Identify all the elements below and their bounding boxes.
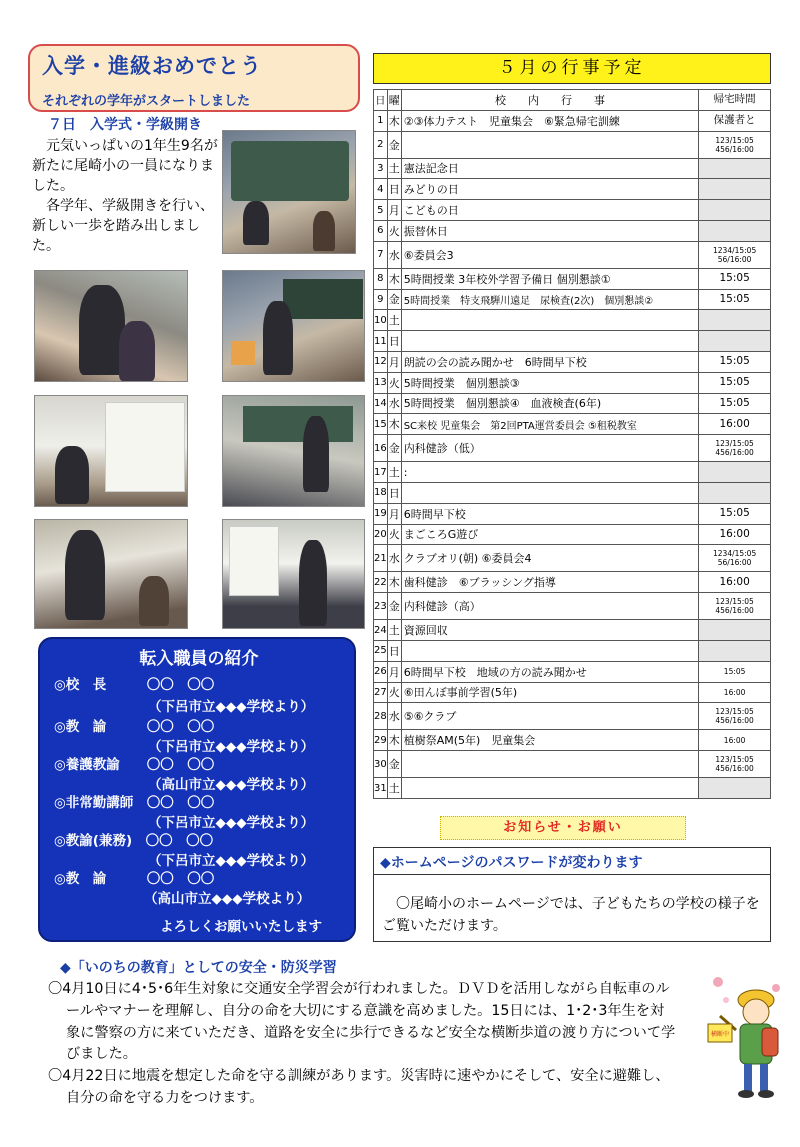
schedule-weekday: 木 — [387, 414, 401, 435]
schedule-row — [374, 158, 771, 179]
schedule-return-time: 15:05 — [699, 268, 771, 289]
schedule-weekday: 月 — [387, 661, 401, 682]
schedule-title: ５月の行事予定 — [373, 53, 771, 84]
schedule-row — [374, 503, 771, 524]
schedule-day: 8 — [374, 268, 388, 289]
staff-role-1: ◎校 長 〇〇 〇〇 — [54, 677, 215, 693]
schedule-return-time: 16:00 — [699, 572, 771, 593]
schedule-event: 5時間授業 特支飛騨川遠足 尿検査(2次) 個別懇談② — [401, 289, 699, 310]
schedule-day: 4 — [374, 179, 388, 200]
col-weekday: 曜 — [387, 90, 401, 111]
schedule-weekday: 火 — [387, 682, 401, 703]
schedule-row — [374, 200, 771, 221]
schedule-weekday: 日 — [387, 482, 401, 503]
crossing-sign-text: 横断中 — [710, 1031, 730, 1038]
schedule-event — [401, 751, 699, 778]
schedule-day: 30 — [374, 751, 388, 778]
schedule-day: 29 — [374, 730, 388, 751]
staff-from-6: （高山市立◆◆◆学校より） — [144, 891, 311, 907]
staff-role-4: ◎非常勤講師 〇〇 〇〇 — [54, 795, 215, 811]
schedule-event: 振替休日 — [401, 220, 699, 241]
schedule-row — [374, 545, 771, 572]
schedule-event: 5時間授業 3年校外学習予備日 個別懇談① — [401, 268, 699, 289]
schedule-weekday: 土 — [387, 462, 401, 483]
schedule-day: 27 — [374, 682, 388, 703]
schedule-row — [374, 110, 771, 131]
schedule-weekday: 木 — [387, 110, 401, 131]
schedule-event: SC来校 児童集会 第2回PTA運営委員会 ⑤租税教室 — [401, 414, 699, 435]
schedule-event: 資源回収 — [401, 620, 699, 641]
schedule-event: ⑥田んぼ事前学習(5年) — [401, 682, 699, 703]
page-subtitle: それぞれの学年がスタートしました — [42, 94, 251, 109]
photo-teacher-at-podium — [222, 395, 365, 507]
schedule-row — [374, 524, 771, 545]
schedule-day: 10 — [374, 310, 388, 331]
schedule-weekday: 水 — [387, 241, 401, 268]
schedule-return-time: 123/15:05 456/16:00 — [699, 435, 771, 462]
schedule-weekday: 木 — [387, 572, 401, 593]
schedule-return-time: 123/15:05 456/16:00 — [699, 593, 771, 620]
schedule-event: : — [401, 462, 699, 483]
schedule-return-time: 1234/15:05 56/16:00 — [699, 545, 771, 572]
notice-box — [373, 847, 771, 942]
schedule-return-time — [699, 482, 771, 503]
safety-paragraph-2: 〇4月22日に地震を想定した命を守る訓練があります。災害時に速やかにそして、安全に避難し、自分の命を守る力をつけます。 — [48, 1068, 670, 1106]
notice-text: 〇尾崎小のホームページでは、子どもたちの学校の様子をご覧いただけます。 — [382, 896, 760, 934]
schedule-row — [374, 640, 771, 661]
photo-classroom-board — [222, 130, 356, 254]
schedule-day: 28 — [374, 703, 388, 730]
schedule-day: 7 — [374, 241, 388, 268]
schedule-day: 24 — [374, 620, 388, 641]
safety-paragraph-1: 〇4月10日に4･5･6年生対象に交通安全学習会が行われました。ＤＶＤを活用しながら自転車のルールやマナーを理解し、自分の命を大切にする意識を高めました。15日には、1･2･3年生を対象に警察の方に来ていただき、道路を安全に歩行できるなど安全な横断歩道の渡り方について学びました。 — [48, 981, 676, 1063]
staff-role-5: ◎教諭(兼務) 〇〇 〇〇 — [54, 833, 214, 849]
photo-teacher-with-flowers — [222, 270, 365, 382]
schedule-row — [374, 393, 771, 414]
schedule-return-time — [699, 200, 771, 221]
schedule-event: こどもの日 — [401, 200, 699, 221]
schedule-day: 23 — [374, 593, 388, 620]
photo-student-presenting — [34, 395, 188, 507]
schedule-row — [374, 593, 771, 620]
schedule-weekday: 金 — [387, 289, 401, 310]
schedule-return-time: 16:00 — [699, 524, 771, 545]
schedule-row — [374, 414, 771, 435]
schedule-day: 26 — [374, 661, 388, 682]
schedule-row — [374, 289, 771, 310]
schedule-return-time: 15:05 — [699, 351, 771, 372]
schedule-return-time: 16:00 — [699, 730, 771, 751]
child-crossing-illustration — [706, 968, 786, 1108]
schedule-event: 植樹祭AM(5年) 児童集会 — [401, 730, 699, 751]
safety-heading: ◆「いのちの教育」としての安全・防災学習 — [60, 960, 337, 976]
schedule-return-time — [699, 220, 771, 241]
schedule-weekday: 月 — [387, 503, 401, 524]
schedule-row — [374, 351, 771, 372]
schedule-row — [374, 268, 771, 289]
schedule-event — [401, 310, 699, 331]
schedule-row — [374, 730, 771, 751]
intro-paragraph-1: 元気いっぱいの1年生9名が新たに尾崎小の一員になりました。 — [32, 138, 218, 194]
schedule-row — [374, 220, 771, 241]
schedule-day: 17 — [374, 462, 388, 483]
schedule-event: まごころG遊び — [401, 524, 699, 545]
schedule-return-time — [699, 462, 771, 483]
schedule-event: 歯科健診 ⑥ブラッシング指導 — [401, 572, 699, 593]
schedule-event — [401, 640, 699, 661]
schedule-event: 憲法記念日 — [401, 158, 699, 179]
schedule-day: 3 — [374, 158, 388, 179]
col-day: 日 — [374, 90, 388, 111]
staff-from-2: （下呂市立◆◆◆学校より） — [148, 739, 315, 755]
schedule-return-time: 123/15:05 456/16:00 — [699, 131, 771, 158]
photo-teacher-speaking — [222, 519, 365, 629]
schedule-return-time: 1234/15:05 56/16:00 — [699, 241, 771, 268]
notice-heading: ◆ホームページのパスワードが変わります — [380, 855, 643, 871]
schedule-return-time: 123/15:05 456/16:00 — [699, 751, 771, 778]
schedule-day: 2 — [374, 131, 388, 158]
schedule-event: クラブオリ(朝) ⑥委員会4 — [401, 545, 699, 572]
schedule-return-time — [699, 620, 771, 641]
notice-label: お知らせ・お願い — [440, 816, 686, 840]
schedule-weekday: 金 — [387, 131, 401, 158]
schedule-event: 朗読の会の読み聞かせ 6時間早下校 — [401, 351, 699, 372]
schedule-return-time: 16:00 — [699, 682, 771, 703]
schedule-return-time: 123/15:05 456/16:00 — [699, 703, 771, 730]
schedule-day: 20 — [374, 524, 388, 545]
col-events: 校 内 行 事 — [401, 90, 699, 111]
schedule-weekday: 月 — [387, 351, 401, 372]
schedule-day: 18 — [374, 482, 388, 503]
staff-role-3: ◎養護教諭 〇〇 〇〇 — [54, 757, 215, 773]
schedule-weekday: 日 — [387, 331, 401, 352]
schedule-weekday: 土 — [387, 310, 401, 331]
schedule-return-time: 15:05 — [699, 372, 771, 393]
schedule-event: 5時間授業 個別懇談③ — [401, 372, 699, 393]
schedule-event: みどりの日 — [401, 179, 699, 200]
schedule-row — [374, 778, 771, 799]
schedule-row — [374, 131, 771, 158]
schedule-day: 21 — [374, 545, 388, 572]
schedule-weekday: 土 — [387, 158, 401, 179]
staff-closing: よろしくお願いいたします — [160, 919, 322, 935]
schedule-day: 25 — [374, 640, 388, 661]
schedule-return-time: 15:05 — [699, 289, 771, 310]
schedule-event: ②③体力テスト 児童集会 ⑥緊急帰宅訓練 — [401, 110, 699, 131]
schedule-return-time — [699, 640, 771, 661]
intro-paragraph-2: 各学年、学級開きを行い、新しい一歩を踏み出しました。 — [32, 198, 214, 254]
schedule-row — [374, 620, 771, 641]
schedule-return-time — [699, 158, 771, 179]
schedule-day: 5 — [374, 200, 388, 221]
staff-role-2: ◎教 諭 〇〇 〇〇 — [54, 719, 215, 735]
schedule-row — [374, 661, 771, 682]
schedule-weekday: 金 — [387, 593, 401, 620]
schedule-return-time: 15:05 — [699, 393, 771, 414]
schedule-weekday: 水 — [387, 393, 401, 414]
notice-divider — [374, 874, 770, 875]
schedule-weekday: 土 — [387, 778, 401, 799]
staff-title: 転入職員の紹介 — [139, 649, 259, 669]
schedule-weekday: 水 — [387, 703, 401, 730]
page-header — [28, 44, 360, 112]
intro-text — [32, 136, 218, 256]
schedule-day: 12 — [374, 351, 388, 372]
schedule-return-time: 16:00 — [699, 414, 771, 435]
schedule-weekday: 土 — [387, 620, 401, 641]
staff-from-5: （下呂市立◆◆◆学校より） — [148, 853, 315, 869]
schedule-header-row — [374, 90, 771, 111]
schedule-day: 6 — [374, 220, 388, 241]
schedule-row — [374, 310, 771, 331]
schedule-weekday: 金 — [387, 435, 401, 462]
intro-heading: ７日 入学式・学級開き — [48, 117, 202, 133]
schedule-row — [374, 241, 771, 268]
staff-from-4: （下呂市立◆◆◆学校より） — [148, 815, 315, 831]
schedule-return-time — [699, 179, 771, 200]
schedule-row — [374, 482, 771, 503]
schedule-row — [374, 682, 771, 703]
schedule-event — [401, 482, 699, 503]
schedule-weekday: 木 — [387, 730, 401, 751]
schedule-row — [374, 462, 771, 483]
schedule-event: 内科健診（低） — [401, 435, 699, 462]
schedule-event — [401, 778, 699, 799]
schedule-weekday: 月 — [387, 200, 401, 221]
schedule-weekday: 金 — [387, 751, 401, 778]
schedule-return-time — [699, 778, 771, 799]
schedule-row — [374, 372, 771, 393]
schedule-day: 14 — [374, 393, 388, 414]
schedule-day: 15 — [374, 414, 388, 435]
schedule-event: ⑥委員会3 — [401, 241, 699, 268]
schedule-day: 16 — [374, 435, 388, 462]
schedule-event: 6時間早下校 地域の方の読み聞かせ — [401, 661, 699, 682]
schedule-return-time: 15:05 — [699, 661, 771, 682]
col-return-time: 帰宅時間 — [699, 90, 771, 111]
schedule-weekday: 木 — [387, 268, 401, 289]
schedule-row — [374, 703, 771, 730]
safety-text — [48, 979, 678, 1110]
schedule-day: 11 — [374, 331, 388, 352]
schedule-weekday: 火 — [387, 372, 401, 393]
transfer-staff-box — [38, 637, 356, 942]
schedule-event — [401, 131, 699, 158]
schedule-return-time: 15:05 — [699, 503, 771, 524]
schedule-return-time — [699, 310, 771, 331]
schedule-event: 6時間早下校 — [401, 503, 699, 524]
schedule-row — [374, 572, 771, 593]
schedule-row — [374, 751, 771, 778]
staff-from-3: （高山市立◆◆◆学校より） — [148, 777, 315, 793]
schedule-row — [374, 435, 771, 462]
schedule-day: 22 — [374, 572, 388, 593]
staff-role-6: ◎教 諭 〇〇 〇〇 — [54, 871, 215, 887]
staff-from-1: （下呂市立◆◆◆学校より） — [148, 699, 315, 715]
schedule-day: 1 — [374, 110, 388, 131]
schedule-event: 内科健診（高） — [401, 593, 699, 620]
schedule-weekday: 水 — [387, 545, 401, 572]
schedule-event: 5時間授業 個別懇談④ 血液検査(6年) — [401, 393, 699, 414]
schedule-event — [401, 331, 699, 352]
schedule-weekday: 日 — [387, 640, 401, 661]
schedule-weekday: 火 — [387, 524, 401, 545]
schedule-day: 13 — [374, 372, 388, 393]
schedule-event: ⑤⑥クラブ — [401, 703, 699, 730]
schedule-day: 9 — [374, 289, 388, 310]
schedule-weekday: 日 — [387, 179, 401, 200]
photo-parent-and-child — [34, 270, 188, 382]
page-title: 入学・進級おめでとう — [42, 54, 262, 78]
schedule-day: 31 — [374, 778, 388, 799]
photo-students-at-desk — [34, 519, 188, 629]
schedule-day: 19 — [374, 503, 388, 524]
schedule-weekday: 火 — [387, 220, 401, 241]
schedule-row — [374, 179, 771, 200]
schedule-return-time — [699, 331, 771, 352]
schedule-return-time: 保護者と — [699, 110, 771, 131]
schedule-table — [373, 89, 771, 799]
schedule-row — [374, 331, 771, 352]
